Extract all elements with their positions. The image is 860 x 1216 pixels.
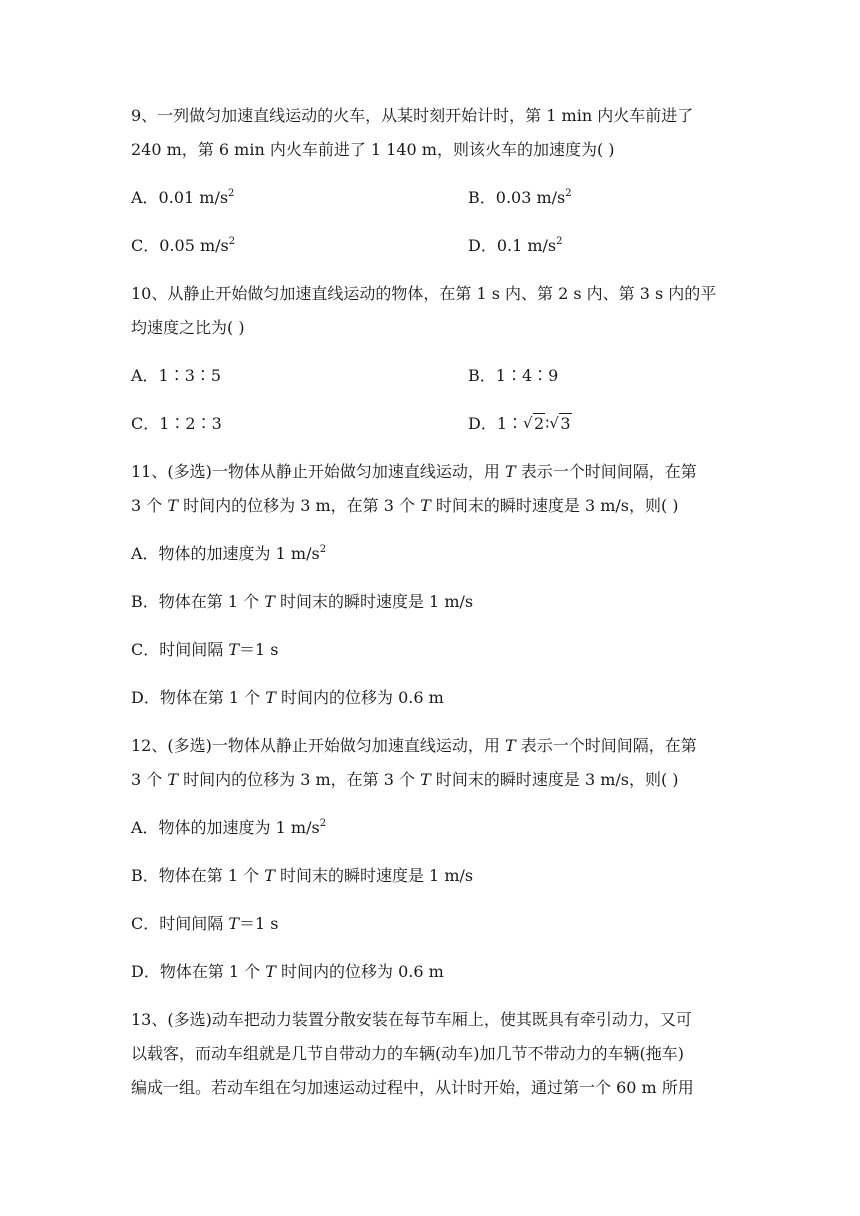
q11-option-c: C．时间间隔 T＝1 s <box>131 640 279 659</box>
q12-stem-line2: 3 个 T 时间内的位移为 3 m，在第 3 个 T 时间末的瞬时速度是 3 m/s，则( ) <box>131 770 679 789</box>
sqrt-symbol: √ 2 <box>523 414 545 434</box>
q11-option-d: D．物体在第 1 个 T 时间内的位移为 0.6 m <box>131 688 444 707</box>
q10-stem-line2: 均速度之比为( ) <box>131 318 245 337</box>
q10-option-b: B．1∶4∶9 <box>468 366 559 385</box>
q12-option-a: A．物体的加速度为 1 $m/s^2$ <box>131 818 327 837</box>
q11-stem-line2: 3 个 T 时间内的位移为 3 m，在第 3 个 T 时间末的瞬时速度是 3 m/s，则( ) <box>131 496 679 515</box>
q11-stem-line1: 11、(多选)一物体从静止开始做匀加速直线运动，用 T 表示一个时间间隔，在第 <box>131 462 697 481</box>
q10-option-d: D．1∶√ 2∶√ 3 <box>468 414 572 434</box>
q13-stem-line2: 以载客，而动车组就是几节自带动力的车辆(动车)加几节不带动力的车辆(拖车) <box>131 1044 684 1063</box>
q10-stem-line1: 10、从静止开始做匀加速直线运动的物体，在第 1 s 内、第 2 s 内、第 3 s 内的平 <box>131 284 717 303</box>
q9-option-c: C．0.05 $m/s^2$ <box>131 236 236 255</box>
q10-option-a: A．1∶3∶5 <box>131 366 222 385</box>
q13-stem-line3: 编成一组。若动车组在匀加速运动过程中，从计时开始，通过第一个 60 m 所用 <box>131 1078 694 1097</box>
q12-stem-line1: 12、(多选)一物体从静止开始做匀加速直线运动，用 T 表示一个时间间隔，在第 <box>131 736 697 755</box>
q10-option-c: C．1∶2∶3 <box>131 414 222 433</box>
q9-stem-line1: 9、一列做匀加速直线运动的火车，从某时刻开始计时，第 1 min 内火车前进了 <box>131 106 694 125</box>
q11-option-b: B．物体在第 1 个 T 时间末的瞬时速度是 1 m/s <box>131 592 474 611</box>
q9-option-d: D．0.1 $m/s^2$ <box>468 236 563 255</box>
sqrt-symbol: √ 3 <box>549 414 571 434</box>
q12-option-d: D．物体在第 1 个 T 时间内的位移为 0.6 m <box>131 962 444 981</box>
q11-option-a: A．物体的加速度为 1 $m/s^2$ <box>131 544 327 563</box>
q9-option-b: B．0.03 $m/s^2$ <box>468 188 572 207</box>
q13-stem-line1: 13、(多选)动车把动力装置分散安装在每节车厢上，使其既具有牵引动力，又可 <box>131 1010 692 1029</box>
q12-option-b: B．物体在第 1 个 T 时间末的瞬时速度是 1 m/s <box>131 866 474 885</box>
q12-option-c: C．时间间隔 T＝1 s <box>131 914 279 933</box>
q9-stem-line2: 240 m，第 6 min 内火车前进了 1 140 m，则该火车的加速度为( ) <box>131 140 615 159</box>
q9-option-a: A．0.01 $m/s^2$ <box>131 188 235 207</box>
